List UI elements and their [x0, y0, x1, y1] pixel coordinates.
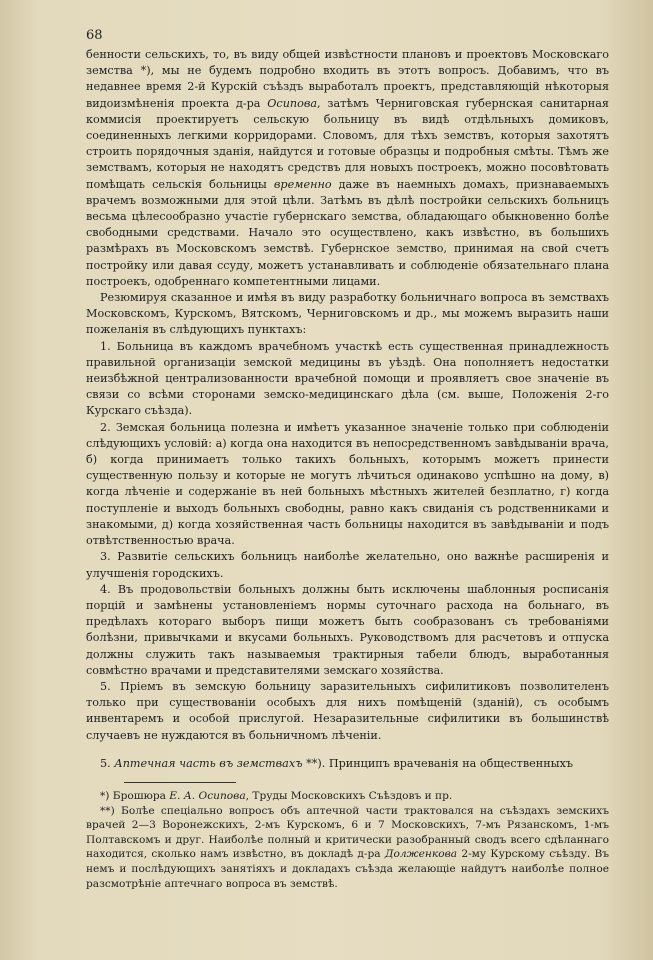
spacer	[86, 744, 609, 756]
section-number: 5.	[100, 756, 115, 770]
author-name: Осипова	[267, 96, 318, 110]
footnote-2	[86, 804, 609, 892]
footnotes	[86, 789, 609, 891]
main-text	[86, 47, 609, 772]
text-run: , Труды Московскихъ Съѣздовъ и пр.	[245, 789, 453, 802]
paragraph-intro	[86, 47, 609, 290]
section-title: Аптечная часть въ земствахъ	[114, 756, 303, 770]
point-4: 4. Въ продовольствіи больныхъ должны быть исключены шаблонныя росписанія порцій и замѣнены установленіемъ нормы суточнаго расхода на больнаго, въ предѣлахъ котораго выборъ пищи можетъ быть сообразованъ съ требованіями болѣзни, привычками и вкусами больныхъ. Руководствомъ для расчетовъ и отпуска должны служить такъ называемыя трактирныя табели блюдъ, выработанныя совмѣстно врачами и представителями земскаго хозяйства.	[86, 582, 609, 677]
footnote-divider	[124, 782, 236, 783]
point-3: 3. Развитіе сельскихъ больницъ наиболѣе желательно, оно важнѣе расширенія и улучшенія городскихъ.	[86, 550, 609, 580]
point-5: 5. Пріемъ въ земскую больницу заразительныхъ сифилитиковъ позволителенъ только при существованіи особыхъ для нихъ помѣщеній (зданій), съ особымъ инвентаремъ и особой прислугой. Незаразительные сифилитики въ большинствѣ случаевъ не нуждаются въ больничномъ лѣченіи.	[86, 679, 609, 742]
point-2: 2. Земская больница полезна и имѣетъ указанное значеніе только при соблюденіи слѣдующихъ условій: а) когда она находится въ непосредственномъ завѣдываніи врача, б) когда принимаетъ только такихъ больныхъ, которымъ можетъ принести существенную пользу и которые не могутъ лѣчиться одинаково успѣшно на дому, в) когда лѣченіе и содержаніе въ ней больныхъ мѣстныхъ жителей безплатно, г) когда поступленіе и выходъ больныхъ свободны, равно какъ свиданія съ родственниками и знакомыми, д) когда хозяйственная часть больницы находится въ завѣдываніи и подъ отвѣтственностью врача.	[86, 420, 609, 548]
point-1: 1. Больница въ каждомъ врачебномъ участкѣ есть существенная принадлежность правильной организаціи земской медицины въ уѣздѣ. Она пополняетъ недостатки неизбѣжной централизованности врачебной помощи и проявляетъ свое значеніе въ связи со всѣми сторонами земско-медицинскаго дѣла (см. выше, Положенія 2-го Курскаго съѣзда).	[86, 339, 609, 418]
author-name: Е. А. Осипова	[169, 789, 246, 802]
text-run: **) Болѣе спеціально вопросъ объ аптечной части трактовался на съѣздахъ земскихъ врачей 2—3 Воронежскихъ, 2-мъ Курскомъ, 6 и 7 Московскихъ, 7-мъ Рязанскомъ, 1-мъ Полтавскомъ и друг. Наиболѣе полный и критически разобранный сводъ всего сдѣланнаго находится, сколько намъ извѣстно, въ докладѣ д-ра	[86, 804, 609, 861]
text-run: , затѣмъ Черниговская губернская санитарная коммисія проектируетъ сельскую больницу въ видѣ отдѣльныхъ домиковъ, соединенныхъ легкими корридорами. Словомъ, для тѣхъ земствъ, которыя захотятъ строить порядочныя зданія, найдутся и готовые образцы и подробныя смѣты. Тѣмъ же земствамъ, которыя не находятъ средствъ для новыхъ построекъ, можно посовѣтовать помѣщать сельскія больницы	[86, 96, 609, 191]
text-run: *) Брошюра	[100, 789, 170, 802]
text-run: бенности сельскихъ, то, въ виду общей извѣстности плановъ и проектовъ Московскаго земства *), мы не будемъ подробно входить въ этотъ вопросъ. Добавимъ, что въ недавнее время 2-й Курскій съѣздъ выработалъ проектъ, представляющій нѣкоторыя видоизмѣненія проекта д-ра	[86, 48, 609, 110]
author-name: Долженкова	[384, 848, 458, 861]
text-run: **). Принципъ врачеванія на общественныхъ	[302, 756, 573, 770]
text-run: 2-му Курскому съѣзду. Въ немъ и послѣдующихъ занятіяхъ и докладахъ съѣзда желающіе найдутъ наиболѣе полное разсмотрѣніе аптечнаго вопроса въ земствѣ.	[86, 848, 609, 890]
paragraph-summary: Резюмируя сказанное и имѣя въ виду разработку больничнаго вопроса въ земствахъ Московскомъ, Курскомъ, Вятскомъ, Черниговскомъ и др., мы можемъ выразить наши пожеланія въ слѣдующихъ пунктахъ:	[86, 291, 609, 337]
emphasis: временно	[273, 177, 332, 191]
page-number: 68	[86, 28, 103, 43]
section-5-heading	[86, 756, 609, 772]
footnote-1	[86, 789, 609, 804]
text-run: даже въ наемныхъ домахъ, признаваемыхъ врачемъ возможными для этой цѣли. Затѣмъ въ дѣлѣ постройки сельскихъ больницъ весьма цѣлесообразно участіе губернскаго земства, обладающаго обыкновенно болѣе свободными средствами. Начало это осуществлено, какъ извѣстно, въ большихъ размѣрахъ въ Московскомъ земствѣ. Губернское земство, принимая на свой счетъ постройку или давая ссуду, можетъ устанавливать и соблюденіе обязательнаго плана построекъ, одобреннаго компетентными лицами.	[86, 177, 609, 288]
